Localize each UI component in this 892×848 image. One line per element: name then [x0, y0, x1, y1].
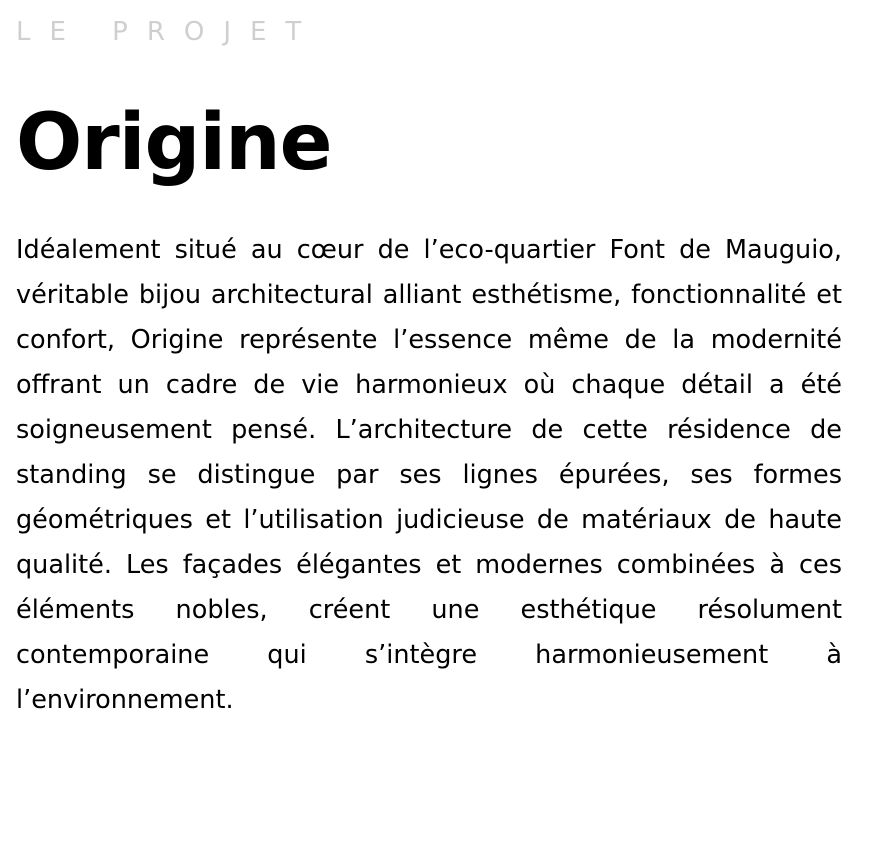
section-eyebrow: LE PROJET: [16, 17, 321, 47]
page-title: Origine: [16, 98, 332, 188]
project-section: [16, 0, 842, 723]
project-description: Idéalement situé au cœur de l’eco-quartier Font de Mauguio, véritable bijou architectural alliant esthétisme, fonctionnalité et confort, Origine représente l’essence même de la modernité offrant un cadre de vie harmonieux où chaque détail a été soigneusement pensé. L’architecture de cette résidence de standing se distingue par ses lignes épurées, ses formes géométriques et l’utilisation judicieuse de matériaux de haute qualité. Les façades élégantes et modernes combinées à ces éléments nobles, créent une esthétique résolument contemporaine qui s’intègre harmonieusement à l’environnement.: [16, 235, 842, 715]
